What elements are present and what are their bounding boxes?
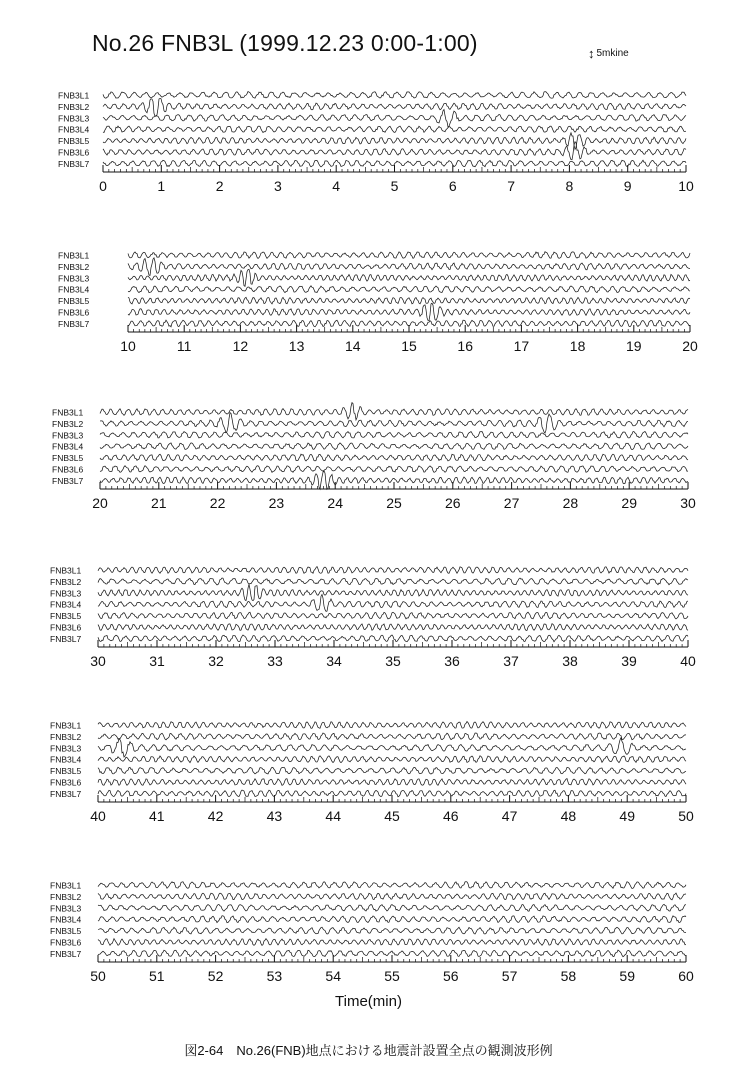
channel-label-fnb3l4: FNB3L4 [50,599,82,610]
channel-label-fnb3l6: FNB3L6 [50,622,82,633]
channel-label-fnb3l4: FNB3L4 [52,441,84,452]
tick-label-29: 29 [621,495,637,511]
channel-label-fnb3l4: FNB3L4 [58,124,90,135]
channel-label-fnb3l3: FNB3L3 [58,113,90,124]
channel-label-fnb3l1: FNB3L1 [50,565,82,576]
tick-label-22: 22 [209,495,226,511]
tick-label-16: 16 [457,338,473,354]
scale-bar-icon: ↕ [588,46,595,61]
waveform-fnb3l6-panel-3 [100,466,688,473]
tick-label-30: 30 [90,653,106,669]
channel-label-fnb3l7: FNB3L7 [50,633,82,644]
waveform-fnb3l3-panel-2 [128,269,690,286]
channel-label-fnb3l3: FNB3L3 [58,273,90,284]
channel-label-fnb3l7: FNB3L7 [58,158,90,169]
channel-label-fnb3l7: FNB3L7 [52,475,84,486]
tick-label-8: 8 [565,178,574,194]
channel-label-fnb3l3: FNB3L3 [50,588,82,599]
waveform-fnb3l1-panel-2 [128,252,690,259]
waveform-fnb3l3-panel-3 [100,431,688,438]
tick-label-50: 50 [678,808,694,824]
tick-label-33: 33 [267,653,283,669]
tick-label-41: 41 [149,808,165,824]
channel-label-fnb3l2: FNB3L2 [58,101,90,112]
channel-label-fnb3l3: FNB3L3 [50,903,82,914]
tick-label-32: 32 [208,653,224,669]
channel-label-fnb3l1: FNB3L1 [50,880,82,891]
waveform-fnb3l2-panel-5 [98,733,686,740]
waveform-fnb3l4-panel-6 [98,916,686,923]
tick-label-27: 27 [503,495,520,511]
waveform-fnb3l3-panel-6 [98,904,686,911]
tick-label-4: 4 [332,178,341,194]
waveform-fnb3l1-panel-6 [98,882,686,889]
tick-label-30: 30 [680,495,696,511]
tick-label-58: 58 [560,968,577,984]
tick-label-17: 17 [513,338,530,354]
tick-label-10: 10 [678,178,694,194]
tick-label-18: 18 [569,338,586,354]
waveform-fnb3l6-panel-2 [128,303,690,320]
tick-label-59: 59 [619,968,635,984]
tick-label-31: 31 [149,653,165,669]
channel-label-fnb3l3: FNB3L3 [50,743,82,754]
tick-label-26: 26 [445,495,461,511]
tick-label-39: 39 [621,653,637,669]
tick-label-52: 52 [207,968,224,984]
waveform-fnb3l4-panel-5 [98,756,686,763]
channel-label-fnb3l2: FNB3L2 [58,261,90,272]
waveform-fnb3l6-panel-5 [98,779,686,786]
tick-label-42: 42 [207,808,224,824]
tick-label-49: 49 [619,808,635,824]
waveform-fnb3l2-panel-4 [98,578,688,585]
waveform-fnb3l4-panel-3 [100,443,688,450]
tick-label-20: 20 [682,338,698,354]
tick-label-60: 60 [678,968,694,984]
waveform-fnb3l5-panel-1 [103,133,686,150]
channel-label-fnb3l5: FNB3L5 [58,136,90,147]
tick-label-51: 51 [149,968,165,984]
channel-label-fnb3l6: FNB3L6 [50,777,82,788]
channel-label-fnb3l4: FNB3L4 [50,754,82,765]
waveform-fnb3l5-panel-3 [100,454,688,461]
channel-label-fnb3l3: FNB3L3 [52,430,84,441]
waveform-fnb3l5-panel-4 [98,612,688,619]
tick-label-57: 57 [501,968,518,984]
x-axis-label: Time(min) [335,993,402,1010]
tick-label-23: 23 [268,495,285,511]
channel-label-fnb3l6: FNB3L6 [58,147,90,158]
tick-label-15: 15 [401,338,417,354]
tick-label-13: 13 [288,338,305,354]
tick-label-12: 12 [232,338,249,354]
channel-label-fnb3l6: FNB3L6 [58,307,90,318]
waveform-fnb3l2-panel-3 [100,413,688,433]
tick-label-55: 55 [384,968,400,984]
tick-label-5: 5 [390,178,399,194]
channel-label-fnb3l6: FNB3L6 [50,937,82,948]
tick-label-38: 38 [562,653,578,669]
waveform-fnb3l3-panel-5 [98,738,686,757]
channel-label-fnb3l2: FNB3L2 [50,576,82,587]
waveform-fnb3l5-panel-2 [128,297,690,304]
tick-label-50: 50 [90,968,106,984]
channel-label-fnb3l4: FNB3L4 [58,284,90,295]
waveform-fnb3l6-panel-4 [98,624,688,631]
channel-label-fnb3l5: FNB3L5 [50,611,82,622]
tick-label-47: 47 [501,808,518,824]
tick-label-53: 53 [266,968,283,984]
tick-label-44: 44 [325,808,341,824]
tick-label-45: 45 [384,808,400,824]
channel-label-fnb3l4: FNB3L4 [50,914,82,925]
tick-label-56: 56 [443,968,459,984]
waveform-fnb3l5-panel-6 [98,927,686,934]
tick-label-14: 14 [345,338,361,354]
channel-label-fnb3l2: FNB3L2 [52,418,84,429]
waveform-fnb3l1-panel-3 [100,403,688,420]
tick-label-6: 6 [448,178,457,194]
tick-label-43: 43 [266,808,283,824]
tick-label-48: 48 [560,808,577,824]
waveform-fnb3l6-panel-1 [103,142,686,160]
waveform-fnb3l1-panel-4 [98,567,688,574]
tick-label-24: 24 [327,495,343,511]
tick-label-1: 1 [157,178,166,194]
figure-caption: 図2-64 No.26(FNB)地点における地震計設置全点の観測波形例 [184,1043,553,1058]
tick-label-19: 19 [626,338,642,354]
channel-label-fnb3l5: FNB3L5 [58,296,90,307]
tick-label-2: 2 [215,178,224,194]
waveform-fnb3l4-panel-4 [98,594,688,611]
tick-label-20: 20 [92,495,108,511]
tick-label-11: 11 [176,338,192,354]
waveform-fnb3l2-panel-6 [98,893,686,900]
channel-label-fnb3l7: FNB3L7 [50,948,82,959]
channel-label-fnb3l1: FNB3L1 [50,720,82,731]
tick-label-7: 7 [507,178,515,194]
channel-label-fnb3l2: FNB3L2 [50,891,82,902]
waveform-fnb3l2-panel-1 [103,98,686,116]
waveform-fnb3l1-panel-5 [98,722,686,729]
waveform-fnb3l5-panel-5 [98,767,686,774]
tick-label-35: 35 [385,653,401,669]
channel-label-fnb3l5: FNB3L5 [50,766,82,777]
waveform-fnb3l6-panel-6 [98,939,686,946]
waveform-fnb3l3-panel-4 [98,584,688,600]
channel-label-fnb3l1: FNB3L1 [52,407,84,418]
tick-label-9: 9 [623,178,632,194]
channel-label-fnb3l5: FNB3L5 [52,453,84,464]
scale-label: 5mkine [596,48,629,59]
channel-label-fnb3l6: FNB3L6 [52,464,84,475]
tick-label-28: 28 [562,495,579,511]
tick-label-36: 36 [444,653,460,669]
tick-label-0: 0 [99,178,107,194]
channel-label-fnb3l1: FNB3L1 [58,250,90,261]
channel-label-fnb3l1: FNB3L1 [58,90,90,101]
channel-label-fnb3l2: FNB3L2 [50,731,82,742]
chart-title: No.26 FNB3L (1999.12.23 0:00-1:00) [92,30,478,56]
channel-label-fnb3l5: FNB3L5 [50,926,82,937]
waveform-fnb3l3-panel-1 [103,110,686,127]
tick-label-25: 25 [386,495,402,511]
tick-label-3: 3 [274,178,282,194]
channel-label-fnb3l7: FNB3L7 [58,318,90,329]
tick-label-40: 40 [680,653,696,669]
channel-label-fnb3l7: FNB3L7 [50,788,82,799]
tick-label-46: 46 [443,808,459,824]
waveform-fnb3l1-panel-1 [103,92,686,99]
tick-label-40: 40 [90,808,106,824]
tick-label-34: 34 [326,653,342,669]
tick-label-21: 21 [151,495,167,511]
tick-label-10: 10 [120,338,136,354]
waveform-fnb3l2-panel-2 [128,258,690,276]
tick-label-54: 54 [325,968,341,984]
waveform-fnb3l4-panel-2 [128,286,690,293]
tick-label-37: 37 [503,653,519,669]
waveform-fnb3l4-panel-1 [103,126,686,133]
